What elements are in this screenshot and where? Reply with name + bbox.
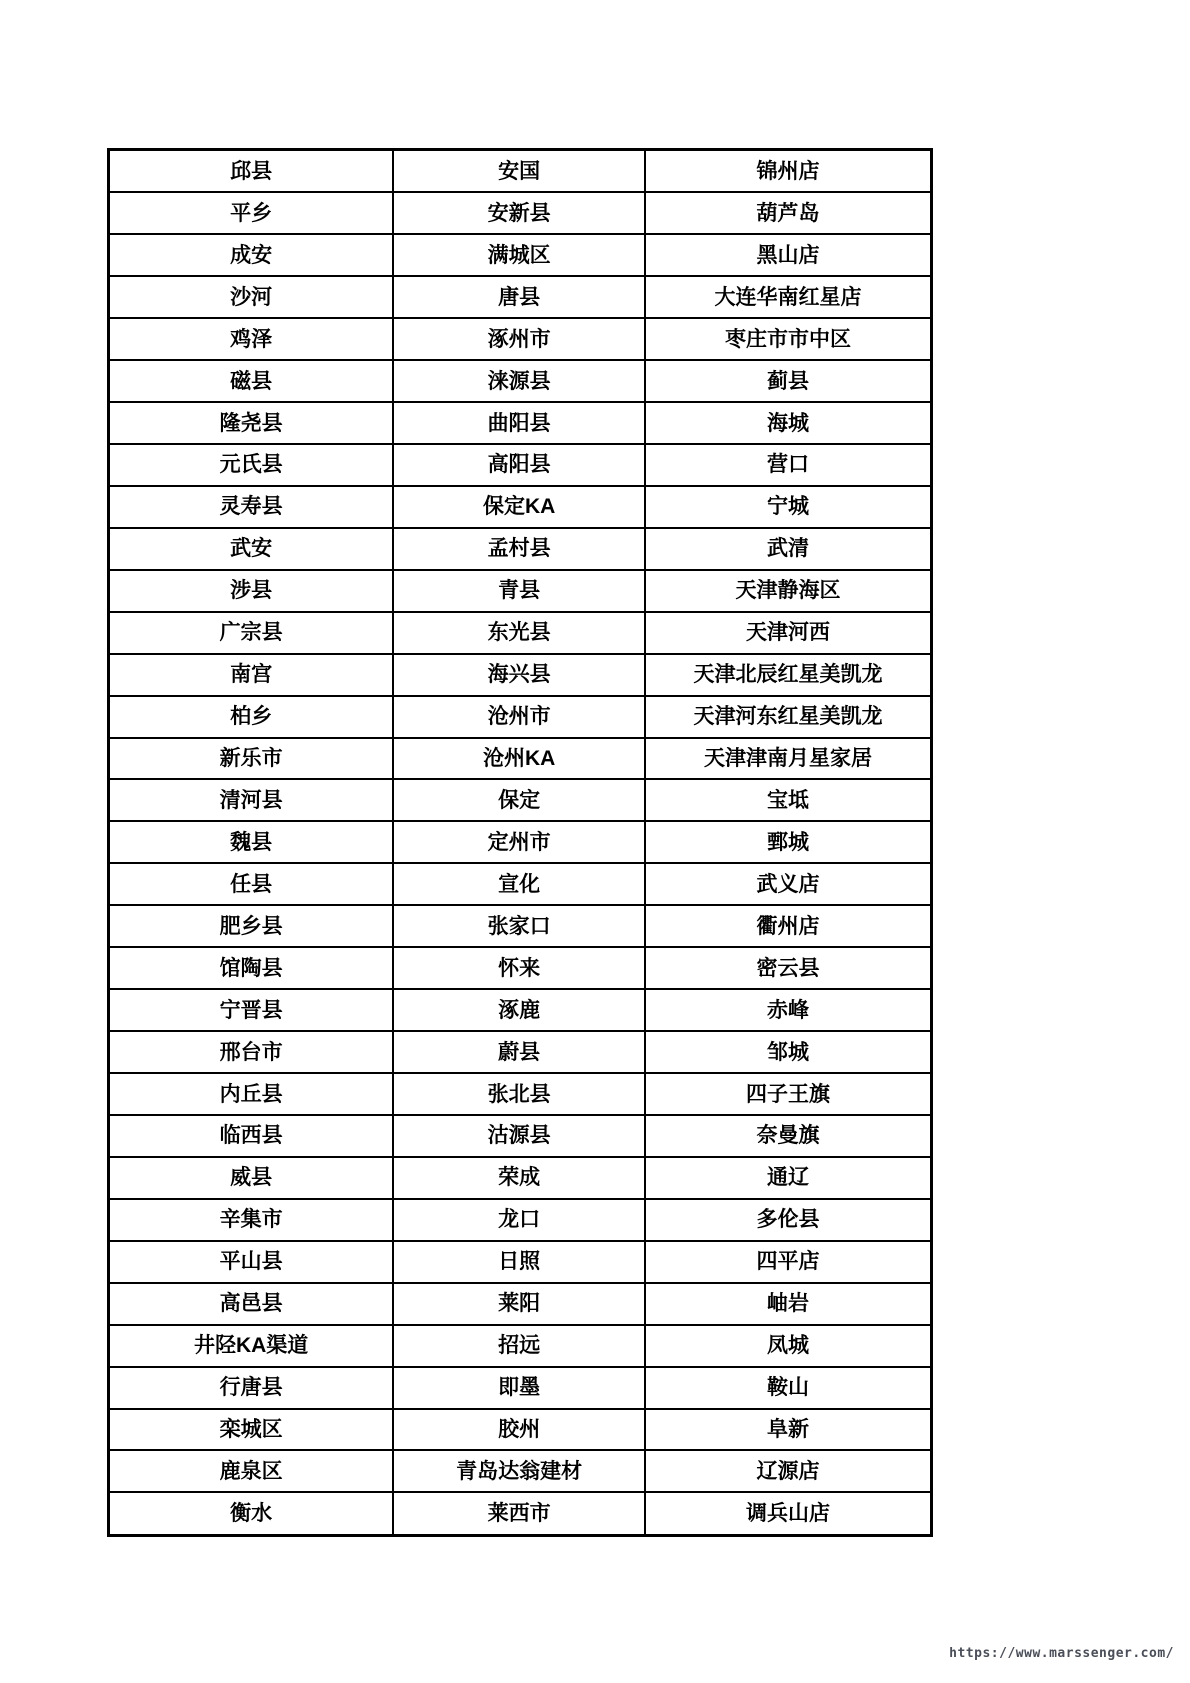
watermark-url: https://www.marssenger.com/ <box>949 1646 1174 1661</box>
table-row <box>109 612 932 654</box>
table-cell: 孟村县 <box>393 528 645 570</box>
table-cell: 涞源县 <box>393 360 645 402</box>
table-row <box>109 696 932 738</box>
table-cell: 四平店 <box>645 1241 931 1283</box>
table-row <box>109 276 932 318</box>
table-cell: 黑山店 <box>645 234 931 276</box>
table-cell: 蓟县 <box>645 360 931 402</box>
table-cell: 怀来 <box>393 947 645 989</box>
table-row <box>109 360 932 402</box>
table-cell: 涿州市 <box>393 318 645 360</box>
table-cell: 肥乡县 <box>109 905 394 947</box>
table-row <box>109 654 932 696</box>
table-cell: 高阳县 <box>393 444 645 486</box>
table-cell: 密云县 <box>645 947 931 989</box>
table-cell: 奈曼旗 <box>645 1115 931 1157</box>
table-cell: 井陉KA渠道 <box>109 1325 394 1367</box>
table-cell: 东光县 <box>393 612 645 654</box>
table-row <box>109 1409 932 1451</box>
table-cell: 莱西市 <box>393 1492 645 1535</box>
table-cell: 营口 <box>645 444 931 486</box>
table-cell: 武安 <box>109 528 394 570</box>
table-cell: 临西县 <box>109 1115 394 1157</box>
table-cell: 满城区 <box>393 234 645 276</box>
table-cell: 即墨 <box>393 1367 645 1409</box>
table-cell: 保定 <box>393 779 645 821</box>
table-cell: 天津北辰红星美凯龙 <box>645 654 931 696</box>
table-cell: 葫芦岛 <box>645 192 931 234</box>
table-body <box>109 150 932 1536</box>
table-cell: 平山县 <box>109 1241 394 1283</box>
table-cell: 海兴县 <box>393 654 645 696</box>
table-row <box>109 1450 932 1492</box>
table-cell: 魏县 <box>109 821 394 863</box>
table-row <box>109 779 932 821</box>
table-cell: 青县 <box>393 570 645 612</box>
table-cell: 通辽 <box>645 1157 931 1199</box>
table-cell: 柏乡 <box>109 696 394 738</box>
table-cell: 青岛达翁建材 <box>393 1450 645 1492</box>
table-cell: 曲阳县 <box>393 402 645 444</box>
table-cell: 沽源县 <box>393 1115 645 1157</box>
table-cell: 威县 <box>109 1157 394 1199</box>
table-row <box>109 738 932 780</box>
table-cell: 张北县 <box>393 1073 645 1115</box>
table-row <box>109 402 932 444</box>
table-cell: 胶州 <box>393 1409 645 1451</box>
table-cell: 邹城 <box>645 1031 931 1073</box>
table-row <box>109 528 932 570</box>
table-row <box>109 1492 932 1535</box>
table-cell: 鹿泉区 <box>109 1450 394 1492</box>
table-row <box>109 570 932 612</box>
table-cell: 天津津南月星家居 <box>645 738 931 780</box>
table-cell: 唐县 <box>393 276 645 318</box>
table-cell: 内丘县 <box>109 1073 394 1115</box>
table-row <box>109 234 932 276</box>
table-row <box>109 1367 932 1409</box>
table-row <box>109 1241 932 1283</box>
table-cell: 平乡 <box>109 192 394 234</box>
table-cell: 天津河东红星美凯龙 <box>645 696 931 738</box>
table-cell: 隆尧县 <box>109 402 394 444</box>
table-row <box>109 1115 932 1157</box>
table-cell: 张家口 <box>393 905 645 947</box>
table-cell: 莱阳 <box>393 1283 645 1325</box>
table-cell: 保定KA <box>393 486 645 528</box>
table-cell: 南宫 <box>109 654 394 696</box>
table-cell: 海城 <box>645 402 931 444</box>
table-cell: 沙河 <box>109 276 394 318</box>
table-cell: 鞍山 <box>645 1367 931 1409</box>
table-cell: 成安 <box>109 234 394 276</box>
table-row <box>109 821 932 863</box>
table-row <box>109 444 932 486</box>
table-cell: 磁县 <box>109 360 394 402</box>
table-cell: 安新县 <box>393 192 645 234</box>
table-cell: 灵寿县 <box>109 486 394 528</box>
table-cell: 高邑县 <box>109 1283 394 1325</box>
table-cell: 安国 <box>393 150 645 193</box>
table-cell: 宣化 <box>393 863 645 905</box>
table-row <box>109 1325 932 1367</box>
table-cell: 新乐市 <box>109 738 394 780</box>
table-row <box>109 947 932 989</box>
table-cell: 锦州店 <box>645 150 931 193</box>
table-row <box>109 486 932 528</box>
table-cell: 衡水 <box>109 1492 394 1535</box>
table-cell: 凤城 <box>645 1325 931 1367</box>
table-cell: 赤峰 <box>645 989 931 1031</box>
table-row <box>109 150 932 193</box>
table-cell: 邱县 <box>109 150 394 193</box>
table-cell: 涉县 <box>109 570 394 612</box>
table-cell: 天津河西 <box>645 612 931 654</box>
table-cell: 邢台市 <box>109 1031 394 1073</box>
table-cell: 宁城 <box>645 486 931 528</box>
table-cell: 蔚县 <box>393 1031 645 1073</box>
table-cell: 龙口 <box>393 1199 645 1241</box>
table-cell: 行唐县 <box>109 1367 394 1409</box>
table-row <box>109 989 932 1031</box>
table-row <box>109 1073 932 1115</box>
table-cell: 荣成 <box>393 1157 645 1199</box>
table-cell: 天津静海区 <box>645 570 931 612</box>
table-cell: 元氏县 <box>109 444 394 486</box>
table-cell: 鸡泽 <box>109 318 394 360</box>
table-cell: 招远 <box>393 1325 645 1367</box>
table-cell: 沧州KA <box>393 738 645 780</box>
region-table <box>107 148 933 1537</box>
table-cell: 四子王旗 <box>645 1073 931 1115</box>
table-row <box>109 192 932 234</box>
table-row <box>109 318 932 360</box>
table-cell: 岫岩 <box>645 1283 931 1325</box>
table-cell: 武清 <box>645 528 931 570</box>
table-row <box>109 1031 932 1073</box>
table-cell: 宝坻 <box>645 779 931 821</box>
table-cell: 清河县 <box>109 779 394 821</box>
table-cell: 馆陶县 <box>109 947 394 989</box>
table-cell: 调兵山店 <box>645 1492 931 1535</box>
table-cell: 栾城区 <box>109 1409 394 1451</box>
table-cell: 任县 <box>109 863 394 905</box>
table-row <box>109 1283 932 1325</box>
table-cell: 涿鹿 <box>393 989 645 1031</box>
table-cell: 辽源店 <box>645 1450 931 1492</box>
table-row <box>109 1199 932 1241</box>
table-cell: 大连华南红星店 <box>645 276 931 318</box>
table-row <box>109 863 932 905</box>
table-cell: 辛集市 <box>109 1199 394 1241</box>
table-cell: 武义店 <box>645 863 931 905</box>
table-cell: 多伦县 <box>645 1199 931 1241</box>
table-cell: 广宗县 <box>109 612 394 654</box>
table-row <box>109 905 932 947</box>
table-row <box>109 1157 932 1199</box>
table-cell: 定州市 <box>393 821 645 863</box>
table-cell: 沧州市 <box>393 696 645 738</box>
table-cell: 鄄城 <box>645 821 931 863</box>
table-cell: 日照 <box>393 1241 645 1283</box>
table-cell: 枣庄市市中区 <box>645 318 931 360</box>
table-cell: 宁晋县 <box>109 989 394 1031</box>
table-cell: 阜新 <box>645 1409 931 1451</box>
table-cell: 衢州店 <box>645 905 931 947</box>
